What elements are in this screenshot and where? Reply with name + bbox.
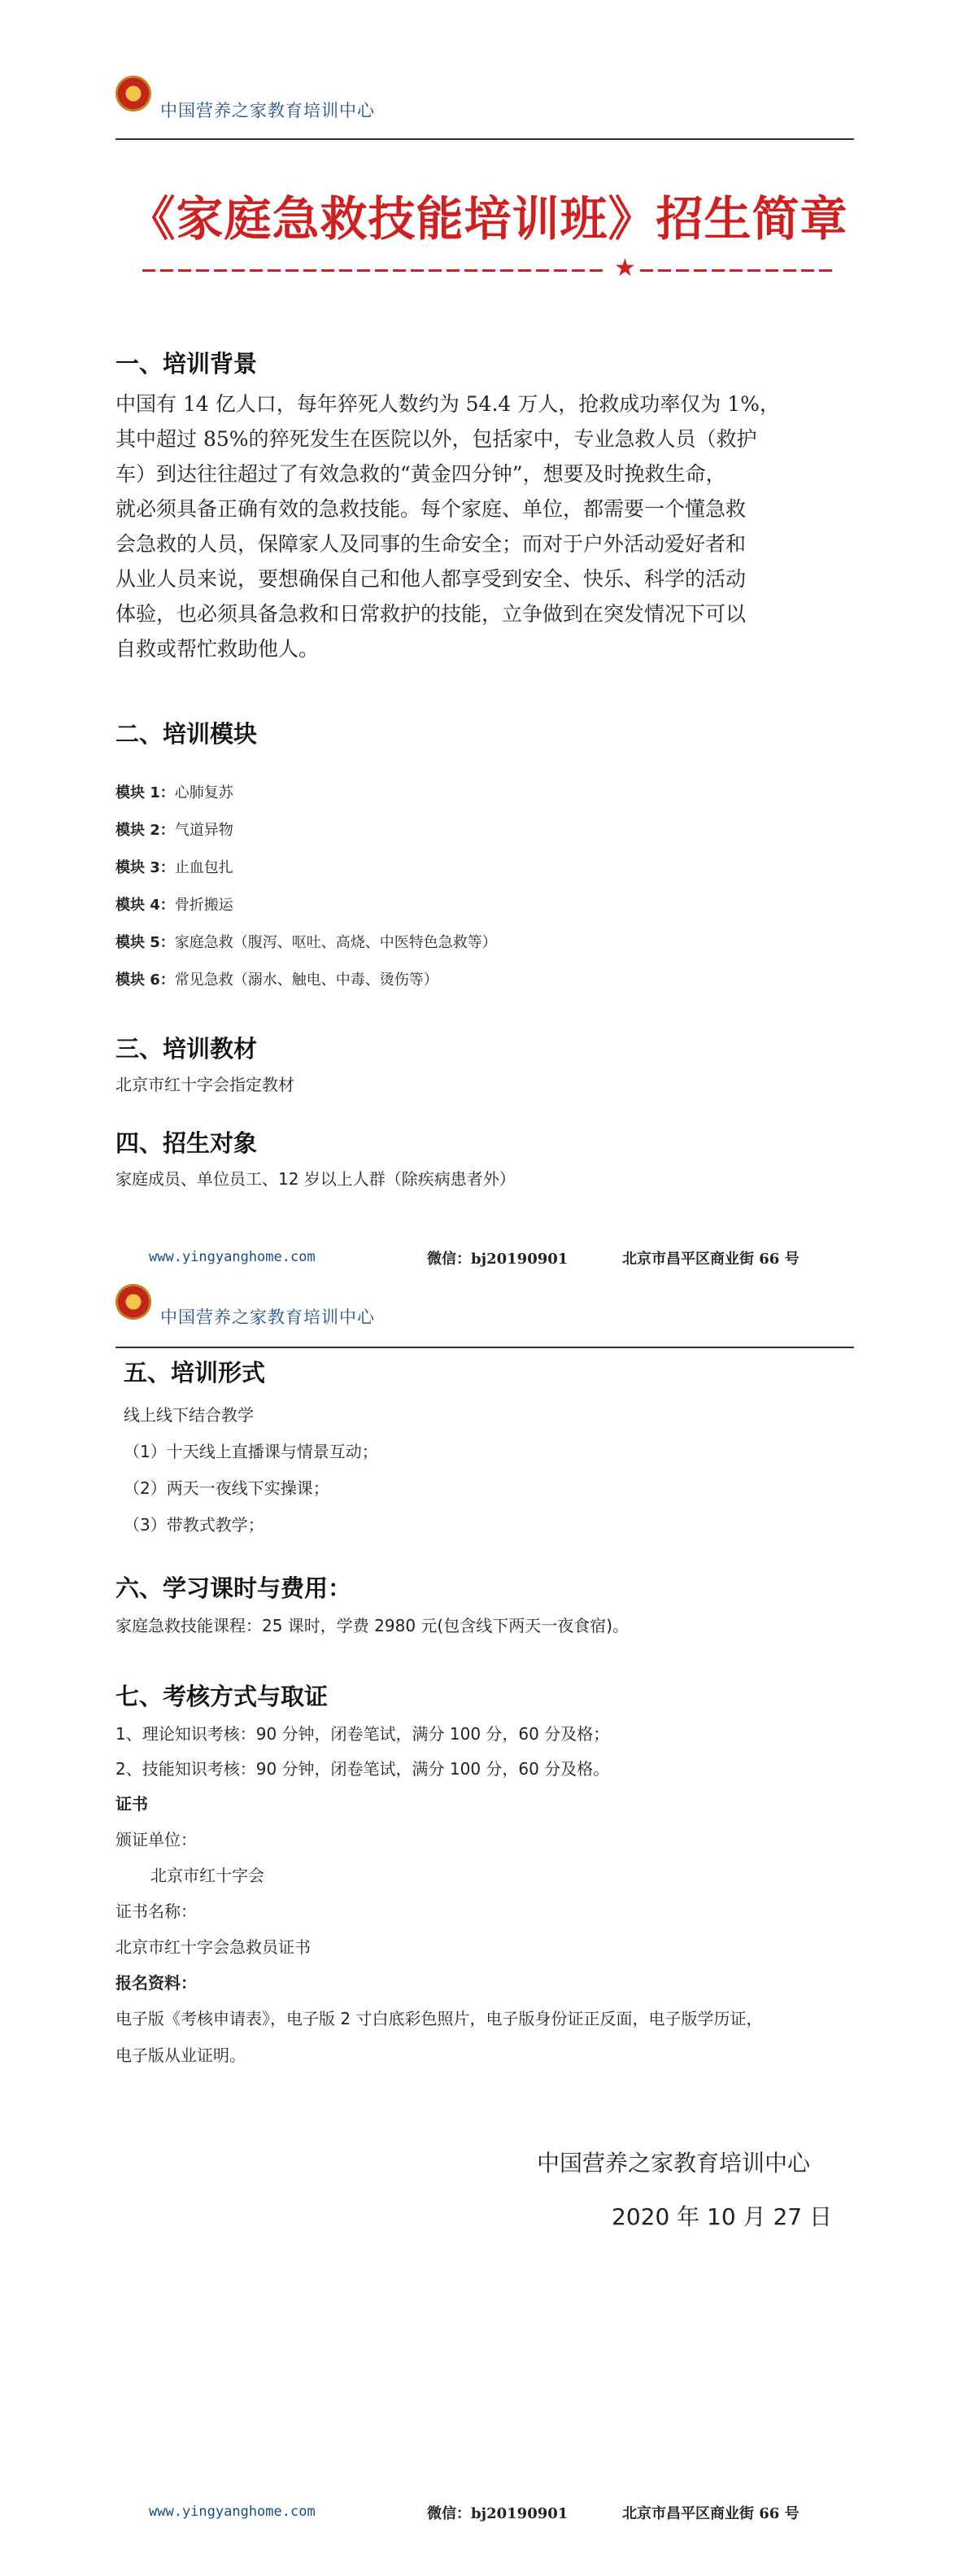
section3-heading: 三、培训教材 [115,1035,258,1063]
section5-item: （2）两天一夜线下实操课； [124,1478,329,1498]
org-logo-icon [115,1284,151,1320]
exam-line: 1、理论知识考核：90 分钟，闭卷笔试，满分 100 分，60 分及格； [115,1724,610,1744]
section4-heading: 四、招生对象 [115,1129,258,1157]
para-line: 车）到达往往超过了有效急救的“黄金四分钟”，想要及时挽救生命， [115,462,726,486]
materials-line: 电子版从业证明。 [115,2046,246,2065]
section5-item: （3）带教式教学； [124,1515,264,1535]
section6-text: 家庭急救技能课程：25 课时，学费 2980 元(包含线下两天一夜食宿)。 [115,1616,630,1635]
exam-line: 2、技能知识考核：90 分钟，闭卷笔试，满分 100 分，60 分及格。 [115,1759,610,1779]
header-org-name: 中国营养之家教育培训中心 [160,101,375,120]
module-item: 模块 4：骨折搬运 [115,897,233,914]
materials-heading: 报名资料： [115,1973,197,1993]
cert-name-value: 北京市红十字会急救员证书 [115,1937,311,1957]
org-logo-icon [115,76,151,111]
section5-item: （1）十天线上直播课与情景互动； [124,1442,378,1461]
signature-org: 中国营养之家教育培训中心 [537,2150,811,2177]
module-item: 模块 2：气道异物 [115,822,233,839]
star-icon: ★ [614,254,636,282]
footer-address: 北京市昌平区商业街 66 号 [622,1251,800,1268]
para-line: 会急救的人员，保障家人及同事的生命安全；而对于户外活动爱好者和 [115,532,747,556]
section1-paragraph [115,386,860,666]
module-item: 模块 1：心肺复苏 [115,784,233,801]
para-line: 体验，也必须具备急救和日常救护的技能，立争做到在突发情况下可以 [115,602,747,626]
dash-rule-right [640,269,834,272]
issuer-label: 颁证单位： [115,1830,197,1849]
footer-url-link[interactable]: www.yingyanghome.com [149,1249,316,1265]
module-item: 模块 5：家庭急救（腹泻、呕吐、高烧、中医特色急救等） [115,934,497,951]
para-line: 从业人员来说，要想确保自己和他人都享受到安全、快乐、科学的活动 [115,567,747,591]
dash-rule-left [142,269,604,272]
section4-text: 家庭成员、单位员工、12 岁以上人群（除疾病患者外） [115,1169,516,1189]
header-divider [115,138,854,140]
para-line: 自救或帮忙救助他人。 [115,637,320,661]
module-item: 模块 6：常见急救（溺水、触电、中毒、烫伤等） [115,971,438,989]
section6-heading: 六、学习课时与费用： [115,1574,352,1602]
footer-wechat: 微信：bj20190901 [427,1251,569,1268]
section1-heading: 一、培训背景 [115,350,258,378]
section2-heading: 二、培训模块 [115,720,258,748]
section5-intro: 线上线下结合教学 [124,1405,254,1425]
issuer-value: 北京市红十字会 [150,1866,264,1885]
footer-url-link[interactable]: www.yingyanghome.com [149,2504,316,2520]
footer-address: 北京市昌平区商业街 66 号 [622,2505,800,2522]
header-divider [115,1347,854,1348]
para-line: 其中超过 85%的猝死发生在医院以外，包括家中，专业急救人员（救护 [115,427,757,451]
footer-wechat: 微信：bj20190901 [427,2505,569,2522]
section5-heading: 五、培训形式 [124,1359,266,1386]
section3-text: 北京市红十字会指定教材 [115,1075,294,1094]
page-title: 《家庭急救技能培训班》招生简章 [128,191,848,247]
para-line: 中国有 14 亿人口，每年猝死人数约为 54.4 万人，抢救成功率仅为 1%， [115,392,780,416]
section7-heading: 七、考核方式与取证 [115,1683,329,1710]
header-org-name: 中国营养之家教育培训中心 [160,1308,375,1327]
cert-heading: 证书 [115,1794,148,1814]
para-line: 就必须具备正确有效的急救技能。每个家庭、单位，都需要一个懂急救 [115,497,747,521]
module-item: 模块 3：止血包扎 [115,859,233,876]
title-decoration [142,254,834,283]
materials-line: 电子版《考核申请表》，电子版 2 寸白底彩色照片，电子版身份证正反面，电子版学历证， [115,2009,763,2028]
signature-date: 2020 年 10 月 27 日 [612,2203,833,2230]
cert-name-label: 证书名称： [115,1901,197,1921]
